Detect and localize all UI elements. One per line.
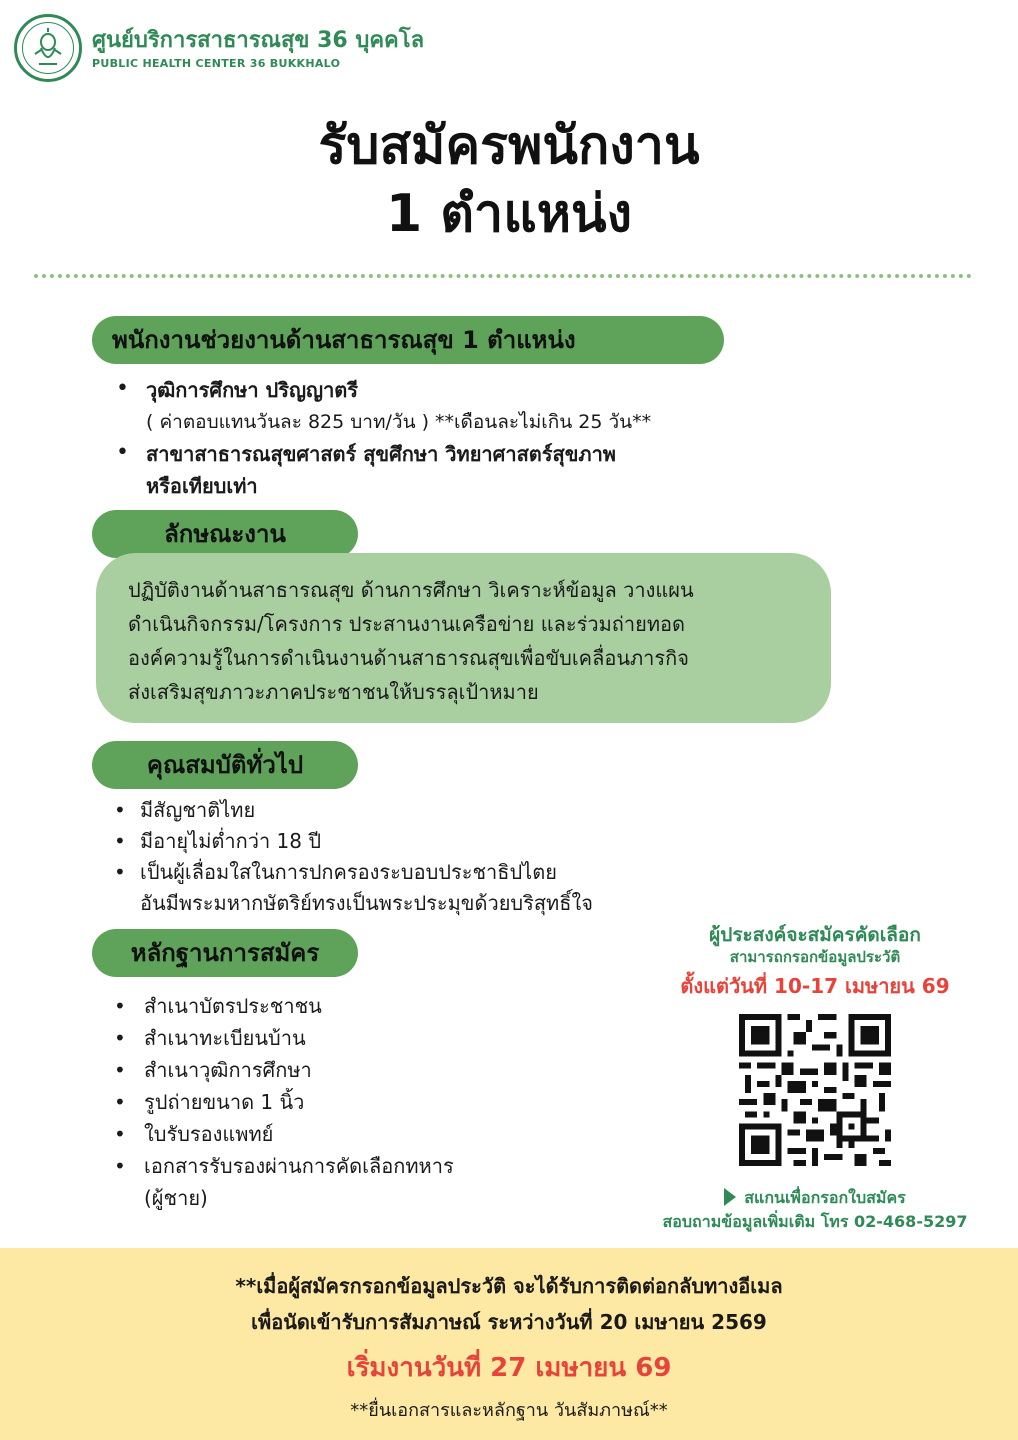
- list-item: [112, 438, 752, 502]
- list-item-text: ใบรับรองแพทย์: [144, 1122, 274, 1146]
- bullet-icon: •: [114, 798, 126, 822]
- page-title: [0, 112, 1018, 248]
- bullet-icon: •: [116, 440, 129, 465]
- apply-panel: [630, 922, 1000, 1234]
- nature-line: ส่งเสริมสุขภาวะภาคประชาชนให้บรรลุเป้าหมาย: [128, 680, 539, 704]
- list-item-text: สำเนาวุฒิการศึกษา: [144, 1058, 312, 1082]
- field-requirement-sub: หรือเทียบเท่า: [146, 474, 258, 498]
- general-list: [112, 795, 672, 919]
- bullet-icon: •: [116, 376, 129, 401]
- bullet-icon: •: [114, 994, 126, 1018]
- nature-heading: ลักษณะงาน: [92, 510, 358, 558]
- list-item-text: สำเนาบัตรประชาชน: [144, 994, 322, 1018]
- bullet-icon: •: [114, 1154, 126, 1178]
- footer-banner: [0, 1248, 1018, 1440]
- apply-heading: ผู้ประสงค์จะสมัครคัดเลือก: [709, 924, 921, 946]
- apply-date: ตั้งแต่วันที่ 10-17 เมษายน 69: [680, 974, 950, 998]
- footer-line-2: เพื่อนัดเข้ารับการสัมภาษณ์ ระหว่างวันที่ 20 เมษายน 2569: [251, 1310, 767, 1334]
- bullet-icon: •: [114, 1122, 126, 1146]
- bullet-icon: •: [114, 860, 126, 884]
- list-item-text: เอกสารรับรองผ่านการคัดเลือกทหาร: [144, 1154, 454, 1178]
- bullet-icon: •: [114, 1058, 126, 1082]
- org-name-thai: ศูนย์บริการสาธารณสุข 36 บุคคโล: [92, 27, 425, 53]
- field-requirement: สาขาสาธารณสุขศาสตร์ สุขศึกษา วิทยาศาสตร์สุขภาพ: [146, 442, 616, 466]
- play-arrow-icon: [724, 1188, 736, 1206]
- compensation-note: ( ค่าตอบแทนวันละ 825 บาท/วัน ) **เดือนละไม่เกิน 25 วัน**: [146, 411, 652, 433]
- list-item-text: มีอายุไม่ต่ำกว่า 18 ปี: [140, 829, 322, 853]
- qr-code-icon[interactable]: [739, 1014, 891, 1166]
- title-line-1: รับสมัครพนักงาน: [318, 116, 700, 176]
- footer-line-1: **เมื่อผู้สมัครกรอกข้อมูลประวัติ จะได้รับการติดต่อกลับทางอีเมล: [235, 1274, 783, 1298]
- documents-list: [112, 990, 552, 1214]
- list-item-text: รูปถ่ายขนาด 1 นิ้ว: [144, 1090, 305, 1114]
- list-item: [112, 1054, 552, 1086]
- list-item: [112, 1150, 552, 1214]
- footer-note: **ยื่นเอกสารและหลักฐาน วันสัมภาษณ์**: [350, 1400, 668, 1421]
- header: [14, 14, 424, 82]
- list-item-text: สำเนาทะเบียนบ้าน: [144, 1026, 306, 1050]
- list-item-subtext: (ผู้ชาย): [144, 1186, 208, 1210]
- list-item: [112, 374, 752, 438]
- position-requirements: [112, 374, 752, 502]
- bullet-icon: •: [114, 1090, 126, 1114]
- list-item-text: มีสัญชาติไทย: [140, 798, 256, 822]
- scan-text: สแกนเพื่อกรอกใบสมัคร: [744, 1188, 906, 1207]
- list-item-text: เป็นผู้เลื่อมใสในการปกครองระบอบประชาธิปไตย: [140, 860, 557, 884]
- list-item: [112, 857, 672, 919]
- education-requirement: วุฒิการศึกษา ปริญญาตรี: [146, 378, 359, 402]
- start-date: เริ่มงานวันที่ 27 เมษายน 69: [346, 1353, 672, 1383]
- dotted-divider: [34, 274, 972, 278]
- list-item: [112, 1022, 552, 1054]
- list-item-subtext: อันมีพระมหากษัตริย์ทรงเป็นพระประมุขด้วยบริสุทธิ์ใจ: [140, 891, 593, 915]
- position-heading: พนักงานช่วยงานด้านสาธารณสุข 1 ตำแหน่ง: [92, 316, 724, 364]
- documents-heading: หลักฐานการสมัคร: [92, 929, 358, 977]
- contact-phone[interactable]: สอบถามข้อมูลเพิ่มเติม โทร 02-468-5297: [662, 1212, 968, 1231]
- title-line-2: 1 ตำแหน่ง: [386, 184, 632, 244]
- list-item: [112, 1118, 552, 1150]
- bullet-icon: •: [114, 829, 126, 853]
- nature-box: [96, 553, 831, 723]
- list-item: [112, 1086, 552, 1118]
- list-item: [112, 795, 672, 826]
- org-name-english: PUBLIC HEALTH CENTER 36 BUKKHALO: [92, 56, 341, 70]
- nature-line: ดำเนินกิจกรรม/โครงการ ประสานงานเครือข่าย และร่วมถ่ายทอด: [128, 612, 686, 636]
- city-emblem-icon: [14, 14, 82, 82]
- nature-line: องค์ความรู้ในการดำเนินงานด้านสาธารณสุขเพื่อขับเคลื่อนภารกิจ: [128, 646, 689, 670]
- nature-line: ปฏิบัติงานด้านสาธารณสุข ด้านการศึกษา วิเคราะห์ข้อมูล วางแผน: [128, 578, 694, 602]
- scan-instruction: [630, 1186, 1000, 1210]
- list-item: [112, 990, 552, 1022]
- general-heading: คุณสมบัติทั่วไป: [92, 741, 358, 789]
- apply-subheading: สามารถกรอกข้อมูลประวัติ: [729, 948, 901, 966]
- bullet-icon: •: [114, 1026, 126, 1050]
- list-item: [112, 826, 672, 857]
